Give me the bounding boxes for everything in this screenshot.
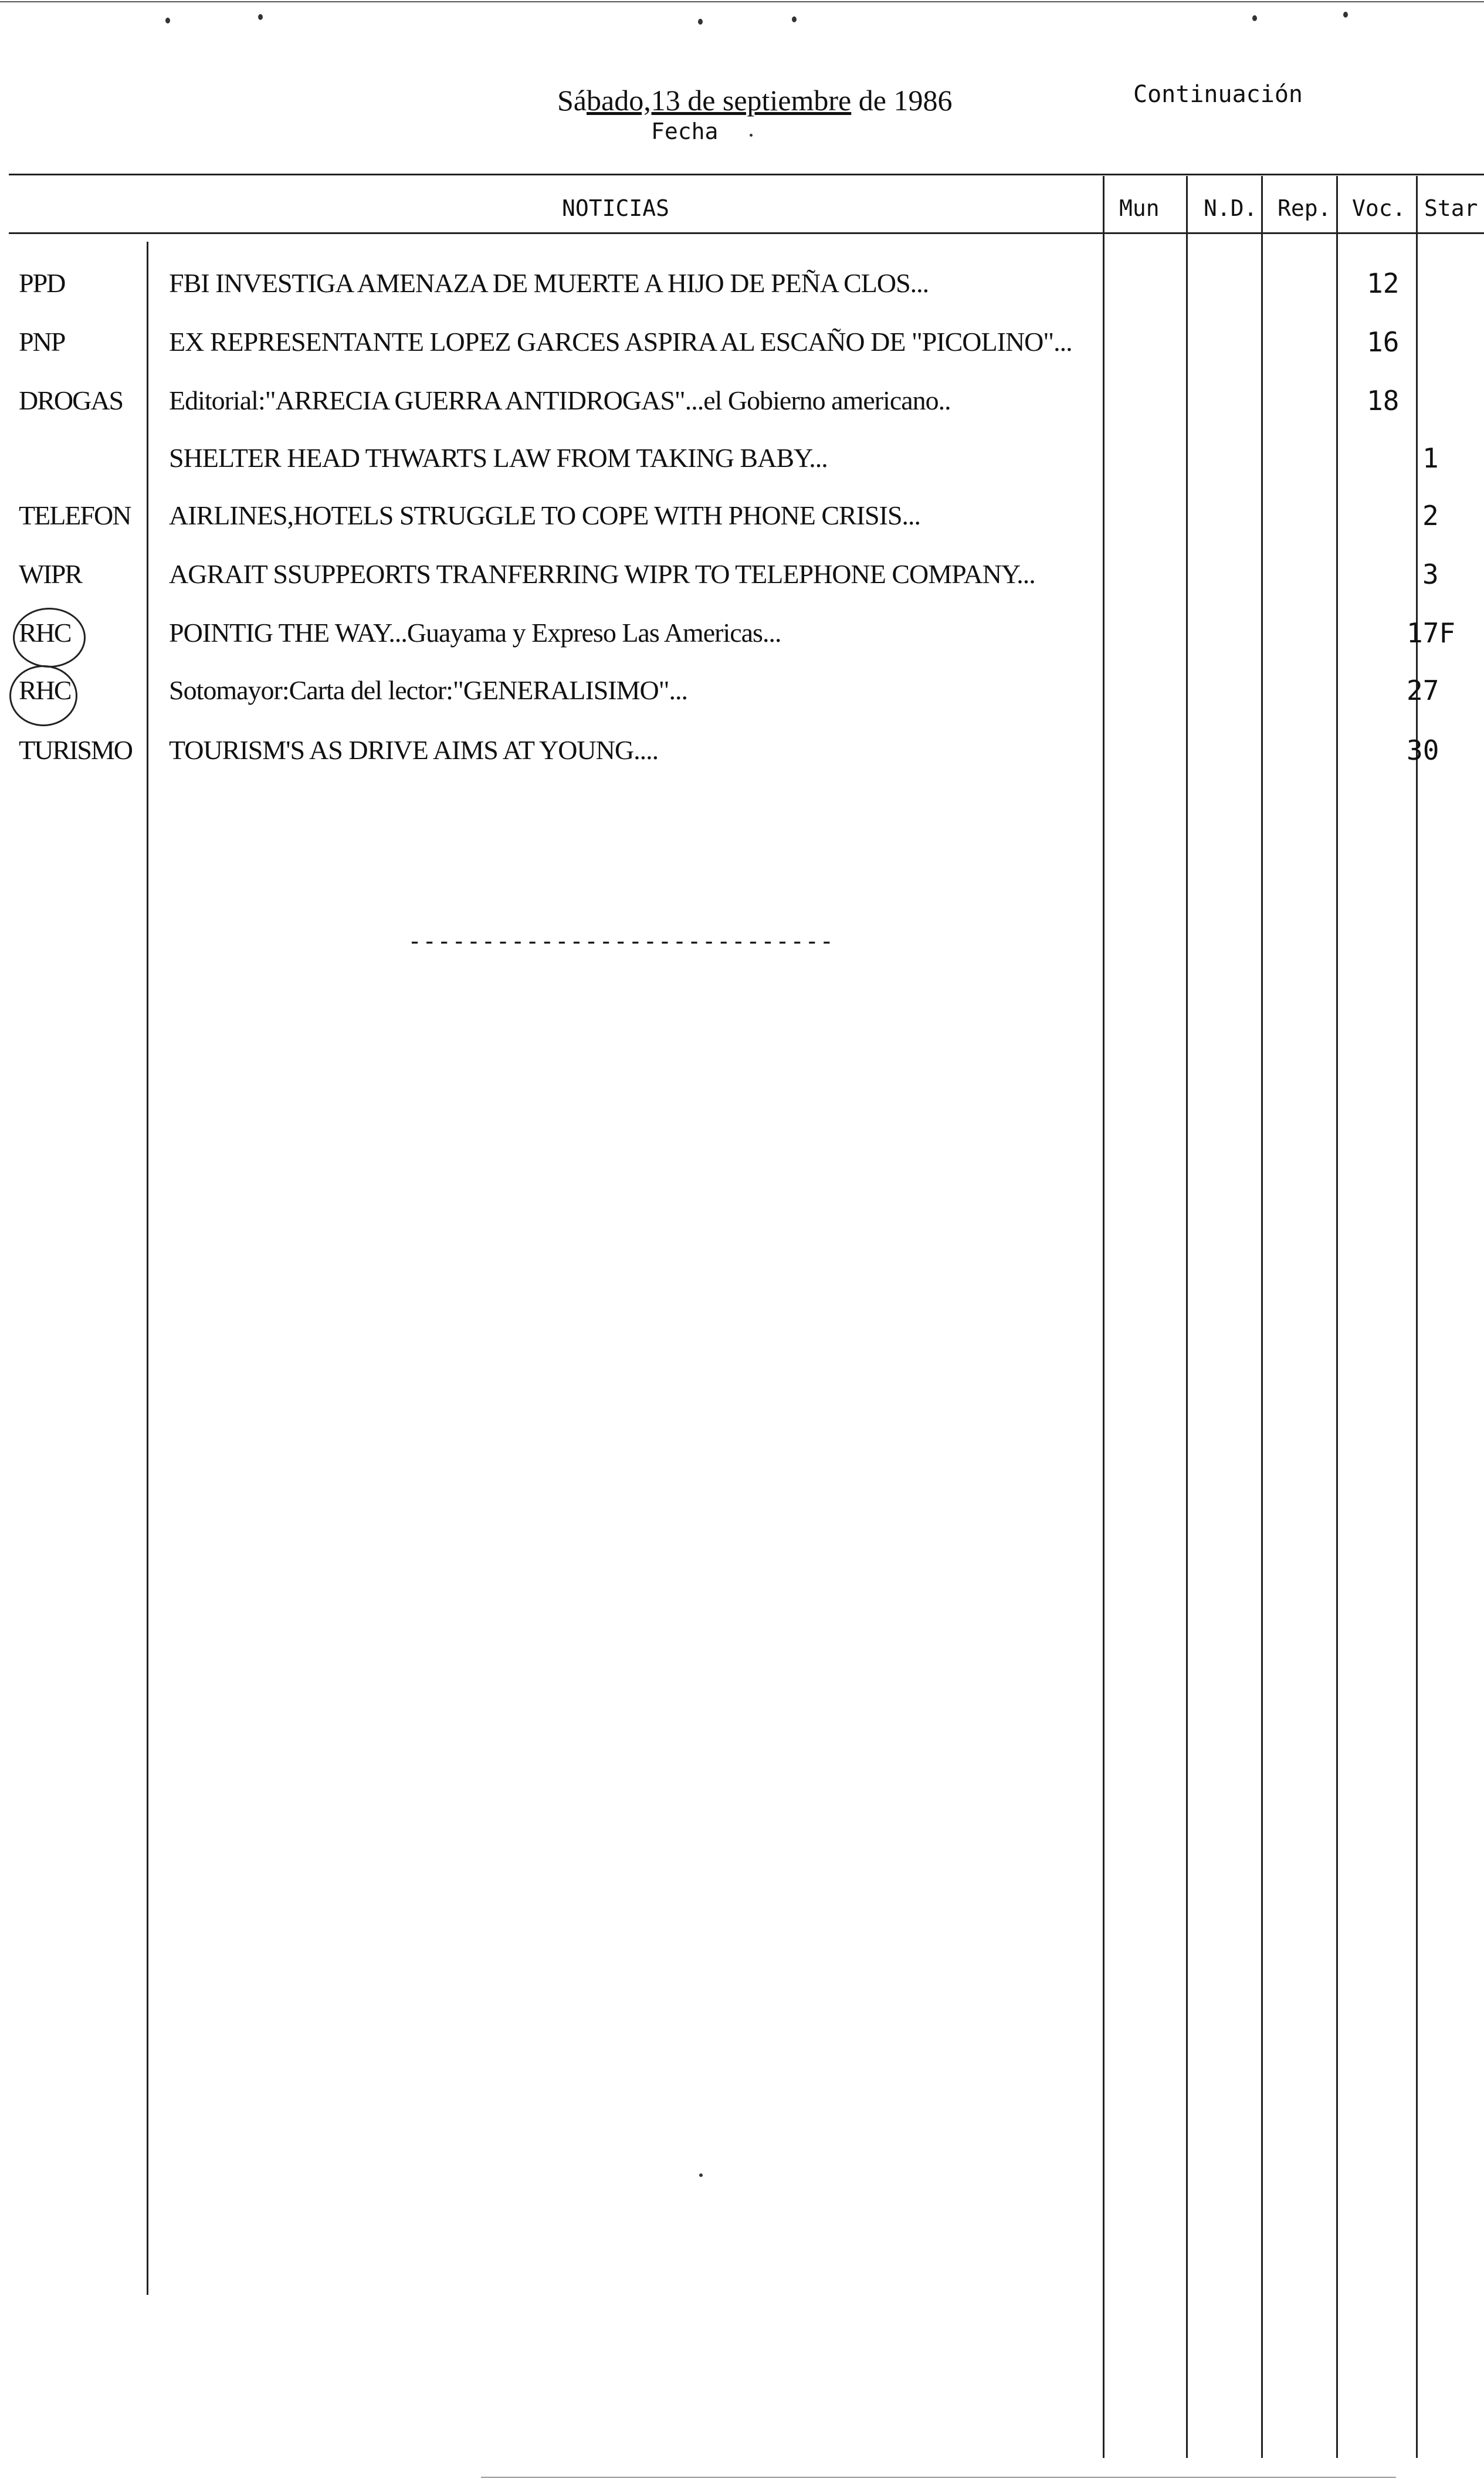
row-voc: 18 <box>1367 385 1400 417</box>
col-noticias: NOTICIAS <box>562 195 670 221</box>
row-tag: TURISMO <box>19 735 133 765</box>
row-text: SHELTER HEAD THWARTS LAW FROM TAKING BABY... <box>169 443 828 473</box>
row-voc: 16 <box>1367 326 1400 358</box>
date-line <box>557 83 952 117</box>
row-tag: DROGAS <box>19 385 123 415</box>
row-text: Editorial:"ARRECIA GUERRA ANTIDROGAS"...el Gobierno americano.. <box>169 385 951 415</box>
row-voc: 12 <box>1367 267 1400 299</box>
date-underlined: bado,13 de septiembre <box>587 84 852 117</box>
col-voc: Voc. <box>1352 195 1406 221</box>
row-star: 30 <box>1407 734 1439 766</box>
rule-voc-star <box>1416 176 1418 2458</box>
speck <box>258 14 263 20</box>
speck <box>699 2173 703 2177</box>
speck <box>698 19 703 25</box>
row-star: 1 <box>1422 442 1439 474</box>
row-text: EX REPRESENTANTE LOPEZ GARCES ASPIRA AL ESCAÑO DE "PICOLINO"... <box>169 327 1072 357</box>
row-star: 3 <box>1422 558 1439 590</box>
row-tag: TELEFON <box>19 500 131 530</box>
fecha-label: Fecha <box>651 118 719 144</box>
top-edge-line <box>0 1 1484 2</box>
row-tag: RHC <box>19 675 71 705</box>
col-rep: Rep. <box>1278 195 1331 221</box>
row-tag: WIPR <box>19 559 82 589</box>
rule-noticias-mun <box>1103 176 1104 2458</box>
col-mun: Mun <box>1119 195 1160 221</box>
continuation-label: Continuación <box>1133 81 1303 108</box>
rule-nd-rep <box>1261 176 1263 2458</box>
date-prefix: Sá <box>557 84 587 117</box>
row-text: AIRLINES,HOTELS STRUGGLE TO COPE WITH PHONE CRISIS... <box>169 500 921 530</box>
col-star: Star <box>1424 195 1478 221</box>
row-text: Sotomayor:Carta del lector:"GENERALISIMO"... <box>169 675 687 705</box>
row-star: 17F <box>1407 617 1456 649</box>
row-text: FBI INVESTIGA AMENAZA DE MUERTE A HIJO DE PEÑA CLOS... <box>169 268 929 298</box>
rule-category <box>147 242 148 2295</box>
row-text: TOURISM'S AS DRIVE AIMS AT YOUNG.... <box>169 735 659 765</box>
col-nd: N.D. <box>1204 195 1258 221</box>
speck <box>1252 15 1257 21</box>
row-tag: RHC <box>19 618 71 648</box>
speck <box>792 16 797 22</box>
row-tag: PPD <box>19 268 65 298</box>
date-suffix: de 1986 <box>851 84 953 117</box>
bottom-edge-line <box>481 2477 1396 2478</box>
rule-rep-voc <box>1336 176 1338 2458</box>
row-tag: PNP <box>19 327 65 357</box>
table-top-rule <box>9 174 1484 175</box>
rule-mun-nd <box>1186 176 1188 2458</box>
speck <box>1343 12 1348 18</box>
speck <box>165 18 170 23</box>
row-star: 2 <box>1422 500 1439 531</box>
row-text: AGRAIT SSUPPEORTS TRANFERRING WIPR TO TELEPHONE COMPANY... <box>169 559 1035 589</box>
row-text: POINTIG THE WAY...Guayama y Expreso Las Americas... <box>169 618 781 648</box>
row-star: 27 <box>1407 675 1439 706</box>
speck <box>750 134 753 137</box>
end-separator: ----------------------------- <box>408 928 835 955</box>
